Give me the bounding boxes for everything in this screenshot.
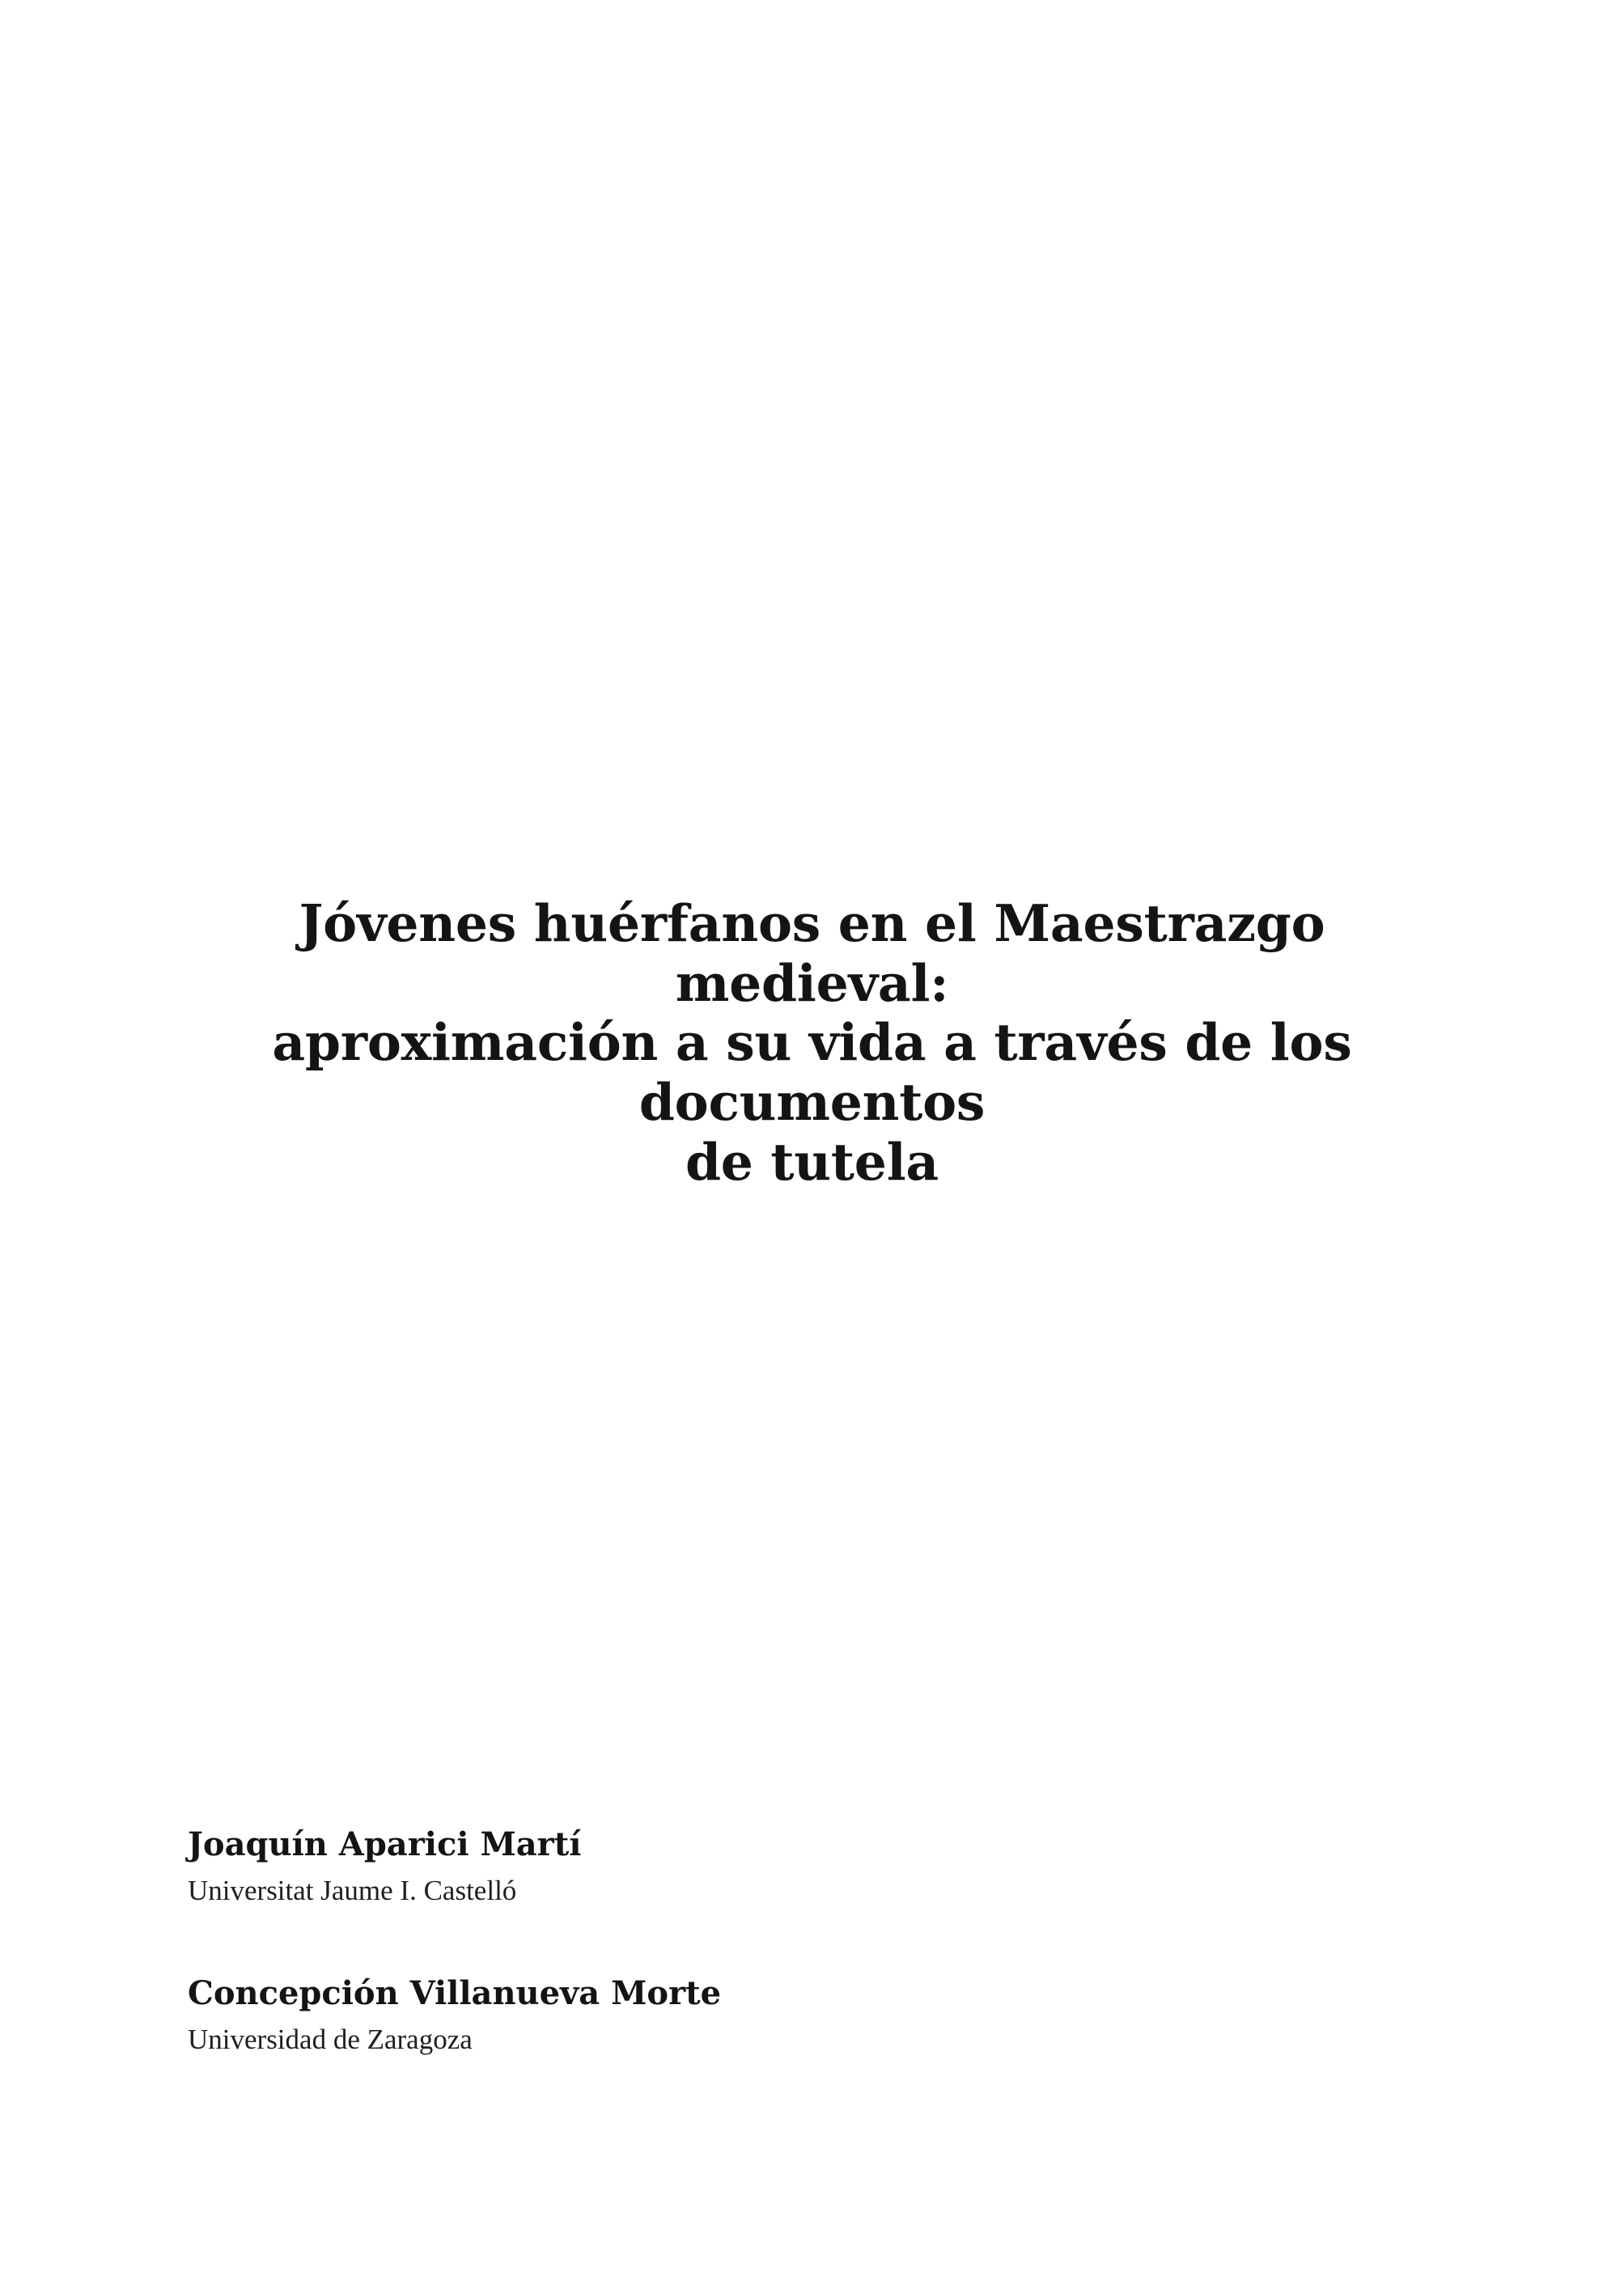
- author-name: Concepción Villanueva Morte: [188, 1973, 722, 2012]
- author-entry: [188, 1825, 1454, 1909]
- page-title: [170, 894, 1454, 1193]
- title-line-3: de tutela: [685, 1131, 939, 1192]
- author-name: Joaquín Aparici Martí: [188, 1825, 582, 1863]
- title-line-1: Jóvenes huérfanos en el Maestrazgo medieval:: [299, 893, 1325, 1013]
- author-list: [188, 1825, 1454, 2122]
- author-entry: [188, 1973, 1454, 2058]
- title-line-2: aproximación a su vida a través de los documentos: [272, 1012, 1352, 1133]
- author-affiliation: Universidad de Zaragoza: [188, 2023, 473, 2055]
- author-affiliation: Universitat Jaume I. Castelló: [188, 1875, 517, 1906]
